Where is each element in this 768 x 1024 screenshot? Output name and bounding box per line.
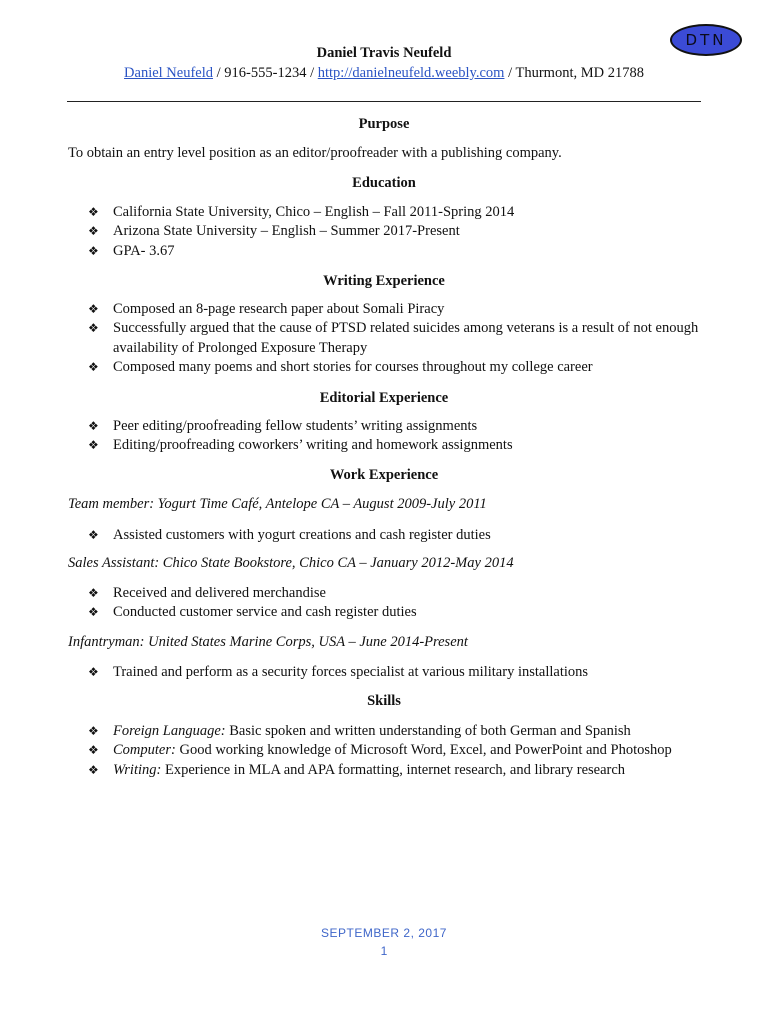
bullet-icon: ❖ xyxy=(88,205,99,219)
job-title: Sales Assistant: Chico State Bookstore, Chico CA – January 2012-May 2014 xyxy=(68,555,514,571)
bullet-icon: ❖ xyxy=(88,438,99,453)
location: Thurmont, MD 21788 xyxy=(515,65,644,81)
editorial-experience-heading: Editorial Experience xyxy=(319,390,449,406)
list-item xyxy=(88,722,708,741)
bullet-icon: ❖ xyxy=(88,743,99,758)
list-item xyxy=(88,242,708,261)
list-item-text: Composed an 8-page research paper about Somali Piracy xyxy=(113,301,445,317)
bullet-icon: ❖ xyxy=(88,762,99,777)
phone-number: 916-555-1234 xyxy=(224,65,307,81)
page-number: 1 xyxy=(380,944,388,958)
list-item xyxy=(88,319,708,358)
list-item xyxy=(88,203,708,222)
logo-text: DTN xyxy=(685,31,727,49)
list-item xyxy=(88,417,708,436)
footer-date: SEPTEMBER 2, 2017 xyxy=(321,926,447,940)
list-item-text: Trained and perform as a security forces specialist at various military installations xyxy=(113,664,589,680)
list-item-text: Received and delivered merchandise xyxy=(113,585,326,601)
job-title: Infantryman: United States Marine Corps, USA – June 2014-Present xyxy=(68,634,468,650)
bullet-icon: ❖ xyxy=(88,321,99,336)
bullet-icon: ❖ xyxy=(88,605,99,620)
education-list xyxy=(88,203,708,261)
list-item-text: Assisted customers with yogurt creations and cash register duties xyxy=(113,527,491,543)
separator: / xyxy=(306,65,318,81)
purpose-text: To obtain an entry level position as an editor/proofreader with a publishing company. xyxy=(68,145,562,161)
list-item-text: Conducted customer service and cash register duties xyxy=(113,604,417,621)
list-item xyxy=(88,741,708,760)
separator: / xyxy=(213,65,225,81)
list-item xyxy=(88,358,708,377)
editorial-experience-list xyxy=(88,417,708,456)
work-experience-heading: Work Experience xyxy=(329,467,439,483)
list-item xyxy=(88,436,708,455)
list-item-text: Editing/proofreading coworkers’ writing and homework assignments xyxy=(113,437,513,454)
contact-line xyxy=(0,65,768,82)
writing-experience-heading: Writing Experience xyxy=(323,273,445,289)
bullet-icon: ❖ xyxy=(88,359,99,374)
header-divider xyxy=(67,101,701,102)
skill-label: Computer: xyxy=(113,742,176,759)
email-link[interactable]: Daniel Neufeld xyxy=(124,65,214,81)
list-item-text: Composed many poems and short stories for courses throughout my college career xyxy=(113,358,593,375)
bullet-icon: ❖ xyxy=(88,665,99,679)
job-duties-list xyxy=(88,663,708,682)
skills-list xyxy=(88,722,708,780)
website-link[interactable]: http://danielneufeld.weebly.com xyxy=(317,65,505,81)
list-item-text: GPA- 3.67 xyxy=(113,242,175,259)
skills-heading: Skills xyxy=(367,693,401,709)
bullet-icon: ❖ xyxy=(88,243,99,258)
separator: / xyxy=(504,65,516,81)
list-item-text: Successfully argued that the cause of PTSD related suicides among veterans is a result of not enough availability of Prolonged Exposure Therapy xyxy=(113,320,699,356)
list-item xyxy=(88,603,708,622)
skill-text: Experience in MLA and APA formatting, internet research, and library research xyxy=(161,761,626,778)
writing-experience-list xyxy=(88,300,708,377)
bullet-icon: ❖ xyxy=(88,419,99,433)
job-duties-list xyxy=(88,526,708,545)
purpose-heading: Purpose xyxy=(358,116,410,132)
list-item-text: Arizona State University – English – Summer 2017-Present xyxy=(113,223,460,240)
resume-name: Daniel Travis Neufeld xyxy=(316,45,452,61)
skill-text: Good working knowledge of Microsoft Word, Excel, and PowerPoint and Photoshop xyxy=(175,742,672,759)
list-item xyxy=(88,222,708,241)
job-title: Team member: Yogurt Time Café, Antelope CA – August 2009-July 2011 xyxy=(68,496,487,512)
bullet-icon: ❖ xyxy=(88,224,99,239)
bullet-icon: ❖ xyxy=(88,586,99,600)
list-item xyxy=(88,300,708,319)
list-item-text: California State University, Chico – English – Fall 2011-Spring 2014 xyxy=(113,204,515,220)
list-item xyxy=(88,526,708,545)
bullet-icon: ❖ xyxy=(88,528,99,542)
skill-label: Writing: xyxy=(113,761,162,778)
list-item-text: Peer editing/proofreading fellow students’ writing assignments xyxy=(113,418,478,434)
bullet-icon: ❖ xyxy=(88,302,99,316)
skill-text: Basic spoken and written understanding of both German and Spanish xyxy=(225,723,631,739)
job-duties-list xyxy=(88,584,708,623)
list-item xyxy=(88,761,708,780)
bullet-icon: ❖ xyxy=(88,724,99,738)
education-heading: Education xyxy=(352,175,416,191)
list-item xyxy=(88,584,708,603)
list-item xyxy=(88,663,708,682)
skill-label: Foreign Language: xyxy=(113,723,226,739)
